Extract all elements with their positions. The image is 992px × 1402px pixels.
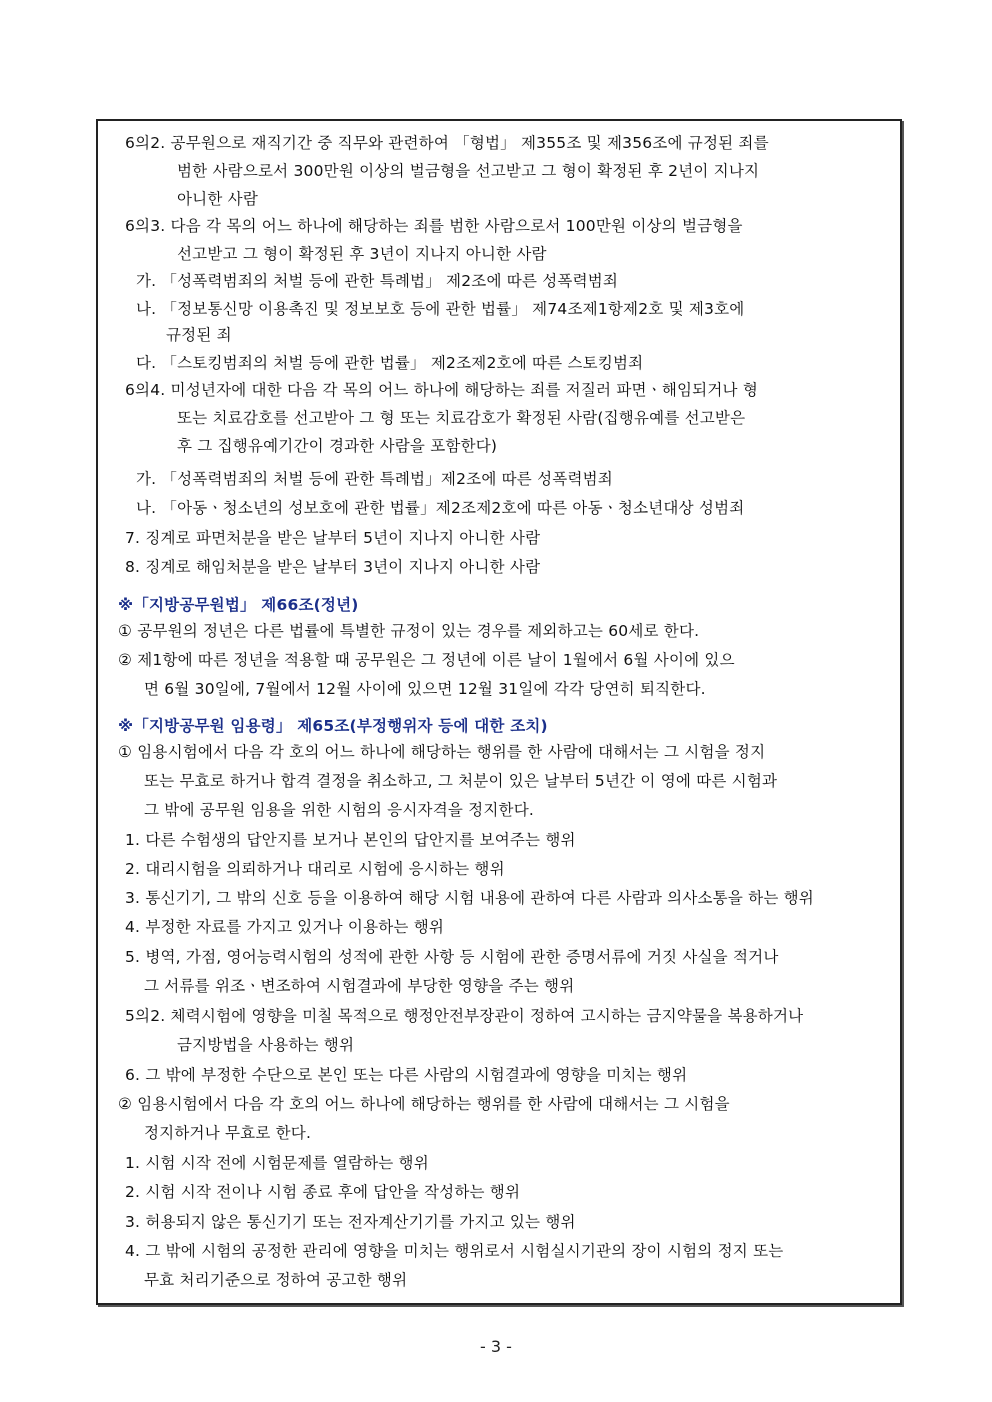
- text-line: 다. 「스토킹범죄의 처벌 등에 관한 법률」 제2조제2호에 따른 스토킹범죄: [136, 354, 644, 372]
- text-line: 범한 사람으로서 300만원 이상의 벌금형을 선고받고 그 형이 확정된 후 2년이 지나지: [177, 162, 760, 180]
- text-line: 6. 그 밖에 부정한 수단으로 본인 또는 다른 사람의 시험결과에 영향을 미치는 행위: [125, 1066, 688, 1084]
- text-line: 3. 허용되지 않은 통신기기 또는 전자계산기기를 가지고 있는 행위: [125, 1213, 576, 1231]
- text-line: 나. 「아동ㆍ청소년의 성보호에 관한 법률」제2조제2호에 따른 아동ㆍ청소년대상 성범죄: [136, 499, 745, 517]
- text-line: 1. 다른 수험생의 답안지를 보거나 본인의 답안지를 보여주는 행위: [125, 831, 576, 849]
- text-line: 7. 징계로 파면처분을 받은 날부터 5년이 지나지 아니한 사람: [125, 529, 541, 547]
- text-line: 면 6월 30일에, 7월에서 12월 사이에 있으면 12월 31일에 각각 당연히 퇴직한다.: [144, 680, 706, 698]
- text-line: 그 서류를 위조ㆍ변조하여 시험결과에 부당한 영향을 주는 행위: [144, 977, 575, 995]
- text-line: 8. 징계로 해임처분을 받은 날부터 3년이 지나지 아니한 사람: [125, 558, 541, 576]
- text-line: 가. 「성폭력범죄의 처벌 등에 관한 특례법」제2조에 따른 성폭력범죄: [136, 470, 613, 488]
- text-line: 무효 처리기준으로 정하여 공고한 행위: [144, 1271, 408, 1289]
- section-heading: ※「지방공무원 임용령」 제65조(부정행위자 등에 대한 조치): [118, 717, 548, 735]
- text-line: 정지하거나 무효로 한다.: [144, 1124, 312, 1142]
- text-line: 1. 시험 시작 전에 시험문제를 열람하는 행위: [125, 1154, 429, 1172]
- text-line: 2. 대리시험을 의뢰하거나 대리로 시험에 응시하는 행위: [125, 860, 505, 878]
- text-line: 후 그 집행유예기간이 경과한 사람을 포함한다): [177, 437, 498, 455]
- text-line: 2. 시험 시작 전이나 시험 종료 후에 답안을 작성하는 행위: [125, 1183, 521, 1201]
- text-line: 4. 그 밖에 시험의 공정한 관리에 영향을 미치는 행위로서 시험실시기관의 장이 시험의 정지 또는: [125, 1242, 784, 1260]
- text-line: 선고받고 그 형이 확정된 후 3년이 지나지 아니한 사람: [177, 245, 547, 263]
- text-line: 6의4. 미성년자에 대한 다음 각 목의 어느 하나에 해당하는 죄를 저질러 파면ㆍ해임되거나 형: [125, 381, 759, 399]
- text-line: 나. 「정보통신망 이용촉진 및 정보보호 등에 관한 법률」 제74조제1항제2호 및 제3호에: [136, 300, 745, 318]
- text-line: 아니한 사람: [177, 190, 258, 208]
- text-line: ① 임용시험에서 다음 각 호의 어느 하나에 해당하는 행위를 한 사람에 대해서는 그 시험을 정지: [118, 743, 766, 761]
- text-line: 가. 「성폭력범죄의 처벌 등에 관한 특례법」 제2조에 따른 성폭력범죄: [136, 272, 619, 290]
- text-line: 6의2. 공무원으로 재직기간 중 직무와 관련하여 「형법」 제355조 및 제356조에 규정된 죄를: [125, 134, 769, 152]
- text-line: 6의3. 다음 각 목의 어느 하나에 해당하는 죄를 범한 사람으로서 100만원 이상의 벌금형을: [125, 217, 743, 235]
- text-line: 또는 무효로 하거나 합격 결정을 취소하고, 그 처분이 있은 날부터 5년간 이 영에 따른 시험과: [144, 772, 778, 790]
- text-line: 5의2. 체력시험에 영향을 미칠 목적으로 행정안전부장관이 정하여 고시하는 금지약물을 복용하거나: [125, 1007, 804, 1025]
- text-line: ① 공무원의 정년은 다른 법률에 특별한 규정이 있는 경우를 제외하고는 60세로 한다.: [118, 622, 700, 640]
- text-line: 금지방법을 사용하는 행위: [177, 1036, 355, 1054]
- text-line: 또는 치료감호를 선고받아 그 형 또는 치료감호가 확정된 사람(집행유예를 선고받은: [177, 409, 746, 427]
- section-heading: ※「지방공무원법」 제66조(정년): [118, 596, 359, 614]
- text-line: ② 임용시험에서 다음 각 호의 어느 하나에 해당하는 행위를 한 사람에 대해서는 그 시험을: [118, 1095, 730, 1113]
- text-line: 규정된 죄: [166, 326, 232, 344]
- text-line: 4. 부정한 자료를 가지고 있거나 이용하는 행위: [125, 918, 445, 936]
- text-line: 3. 통신기기, 그 밖의 신호 등을 이용하여 해당 시험 내용에 관하여 다른 사람과 의사소통을 하는 행위: [125, 889, 814, 907]
- page-number: - 3 -: [480, 1337, 512, 1356]
- text-line: 5. 병역, 가점, 영어능력시험의 성적에 관한 사항 등 시험에 관한 증명서류에 거짓 사실을 적거나: [125, 948, 779, 966]
- text-line: ② 제1항에 따른 정년을 적용할 때 공무원은 그 정년에 이른 날이 1월에서 6월 사이에 있으: [118, 651, 735, 669]
- text-line: 그 밖에 공무원 임용을 위한 시험의 응시자격을 정지한다.: [144, 801, 534, 819]
